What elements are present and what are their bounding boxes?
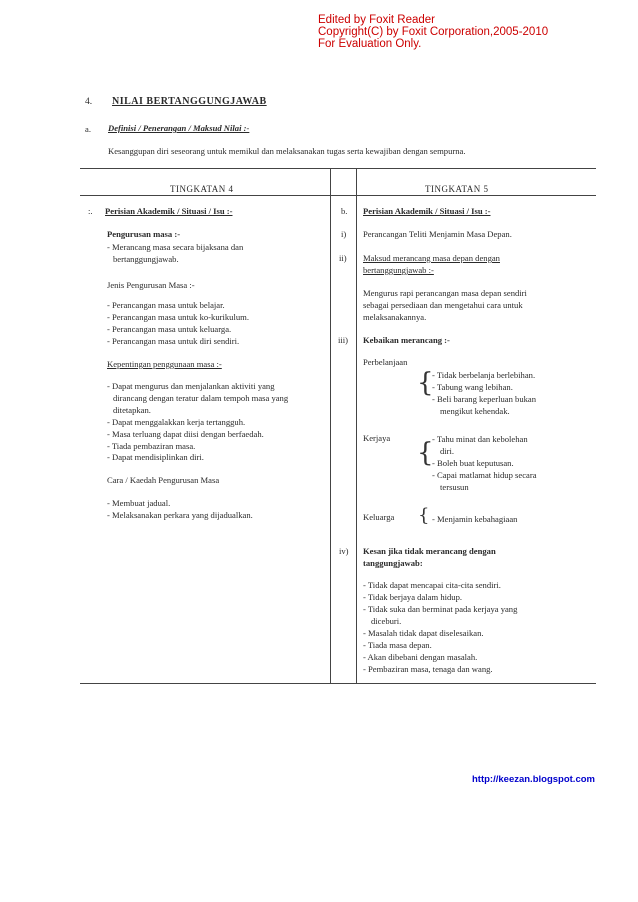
left-sec3-item: - Masa terluang dapat diisi dengan berfaedah. xyxy=(107,429,264,439)
left-sec3-item: - Tiada pembaziran masa. xyxy=(107,441,196,451)
right-item-iv-entry: - Tiada masa depan. xyxy=(363,640,432,650)
right-item-iv-entry: - Tidak berjaya dalam hidup. xyxy=(363,592,463,602)
definition-text: Kesanggupan diri seseorang untuk memikul dan melaksanakan tugas serta kewajiban dengan sempurna. xyxy=(108,146,466,156)
table-header-rule xyxy=(80,195,596,196)
left-sec3-item: - Dapat mendisiplinkan diri. xyxy=(107,452,204,462)
right-item-iv-entry: - Masalah tidak dapat diselesaikan. xyxy=(363,628,484,638)
left-sec2-item: - Perancangan masa untuk diri sendiri. xyxy=(107,336,240,346)
left-sec3-item: - Dapat mengurus dan menjalankan aktiviti yang xyxy=(107,381,275,391)
right-column-title: TINGKATAN 5 xyxy=(425,184,489,194)
right-item-iv-entry: diceburi. xyxy=(371,616,402,626)
table-top-rule xyxy=(80,168,596,169)
column-divider-1 xyxy=(330,168,331,683)
left-sec1-title: Pengurusan masa :- xyxy=(107,229,181,239)
brace-icon: { xyxy=(417,438,434,468)
right-item-iii-number: iii) xyxy=(338,335,349,345)
table-bottom-rule xyxy=(80,683,596,684)
right-item-ii-text: Mengurus rapi perancangan masa depan sendiri xyxy=(363,288,527,298)
right-item-ii-text: sebagai persediaan dan mengetahui cara untuk xyxy=(363,300,523,310)
perbelanjaan-item: mengikut kehendak. xyxy=(440,406,510,416)
perbelanjaan-item: - Tidak berbelanja berlebihan. xyxy=(432,370,536,380)
right-heading: Perisian Akademik / Situasi / Isu :- xyxy=(363,206,491,216)
right-item-iv-entry: - Akan dibebani dengan masalah. xyxy=(363,652,478,662)
right-item-i-text: Perancangan Teliti Menjamin Masa Depan. xyxy=(363,229,512,239)
brace-icon: { xyxy=(417,368,434,398)
right-item-iv-entry: - Pembaziran masa, tenaga dan wang. xyxy=(363,664,493,674)
watermark-line-3: For Evaluation Only. xyxy=(318,38,422,50)
definition-letter: a. xyxy=(85,124,91,134)
left-sec3-item: - Dapat menggalakkan kerja tertangguh. xyxy=(107,417,246,427)
right-item-i-number: i) xyxy=(341,229,347,239)
left-sec1-item: bertanggungjawab. xyxy=(113,254,179,264)
kerjaya-item: - Capai matlamat hidup secara xyxy=(432,470,537,480)
evaluation-watermark xyxy=(318,14,548,50)
left-sec1-item: - Merancang masa secara bijaksana dan xyxy=(107,242,244,252)
left-sec2-item: - Perancangan masa untuk keluarga. xyxy=(107,324,232,334)
right-item-ii-text: melaksanakannya. xyxy=(363,312,427,322)
kerjaya-item: - Boleh buat keputusan. xyxy=(432,458,514,468)
left-sec4-item: - Membuat jadual. xyxy=(107,498,171,508)
left-sec2-item: - Perancangan masa untuk ko-kurikulum. xyxy=(107,312,249,322)
perbelanjaan-item: - Tabung wang lebihan. xyxy=(432,382,513,392)
left-column-title: TINGKATAN 4 xyxy=(170,184,234,194)
left-sec3-item: dirancang dengan teratur dalam tempoh masa yang xyxy=(113,393,289,403)
kerjaya-label: Kerjaya xyxy=(363,433,391,443)
footer-url[interactable]: http://keezan.blogspot.com xyxy=(472,774,595,785)
watermark-line-1: Edited by Foxit Reader xyxy=(318,14,435,26)
left-sec4-item: - Melaksanakan perkara yang dijadualkan. xyxy=(107,510,253,520)
kerjaya-item: tersusun xyxy=(440,482,469,492)
section-title: NILAI BERTANGGUNGJAWAB xyxy=(112,96,267,107)
right-item-iv-title: Kesan jika tidak merancang dengan xyxy=(363,546,496,556)
watermark-line-2: Copyright(C) by Foxit Corporation,2005-2010 xyxy=(318,26,549,38)
left-heading: Perisian Akademik / Situasi / Isu :- xyxy=(105,206,233,216)
right-item-iv-entry: - Tidak suka dan berminat pada kerjaya yang xyxy=(363,604,518,614)
right-letter: b. xyxy=(341,206,348,216)
left-sec3-title: Kepentingan penggunaan masa :- xyxy=(107,359,222,369)
right-item-iv-entry: - Tidak dapat mencapai cita-cita sendiri. xyxy=(363,580,501,590)
left-sec2-title: Jenis Pengurusan Masa :- xyxy=(107,280,195,290)
keluarga-label: Keluarga xyxy=(363,512,395,522)
definition-title: Definisi / Penerangan / Maksud Nilai :- xyxy=(108,123,250,133)
perbelanjaan-label: Perbelanjaan xyxy=(363,357,408,367)
left-sec2-item: - Perancangan masa untuk belajar. xyxy=(107,300,225,310)
left-letter: :. xyxy=(88,206,93,216)
kerjaya-item: - Tahu minat dan kebolehan xyxy=(432,434,528,444)
left-sec4-title: Cara / Kaedah Pengurusan Masa xyxy=(107,475,220,485)
right-item-iii-title: Kebaikan merancang :- xyxy=(363,335,450,345)
kerjaya-item: diri. xyxy=(440,446,455,456)
right-item-ii-number: ii) xyxy=(339,253,347,263)
perbelanjaan-item: - Beli barang keperluan bukan xyxy=(432,394,537,404)
right-item-iv-title: tanggungjawab: xyxy=(363,558,423,568)
right-item-ii-title: bertanggungjawab :- xyxy=(363,265,434,275)
section-number: 4. xyxy=(85,97,93,107)
keluarga-item: - Menjamin kebahagiaan xyxy=(432,514,518,524)
right-item-ii-title: Maksud merancang masa depan dengan xyxy=(363,253,500,263)
column-divider-2 xyxy=(356,168,357,683)
brace-icon: { xyxy=(418,505,430,526)
right-item-iv-number: iv) xyxy=(339,546,349,556)
left-sec3-item: ditetapkan. xyxy=(113,405,151,415)
